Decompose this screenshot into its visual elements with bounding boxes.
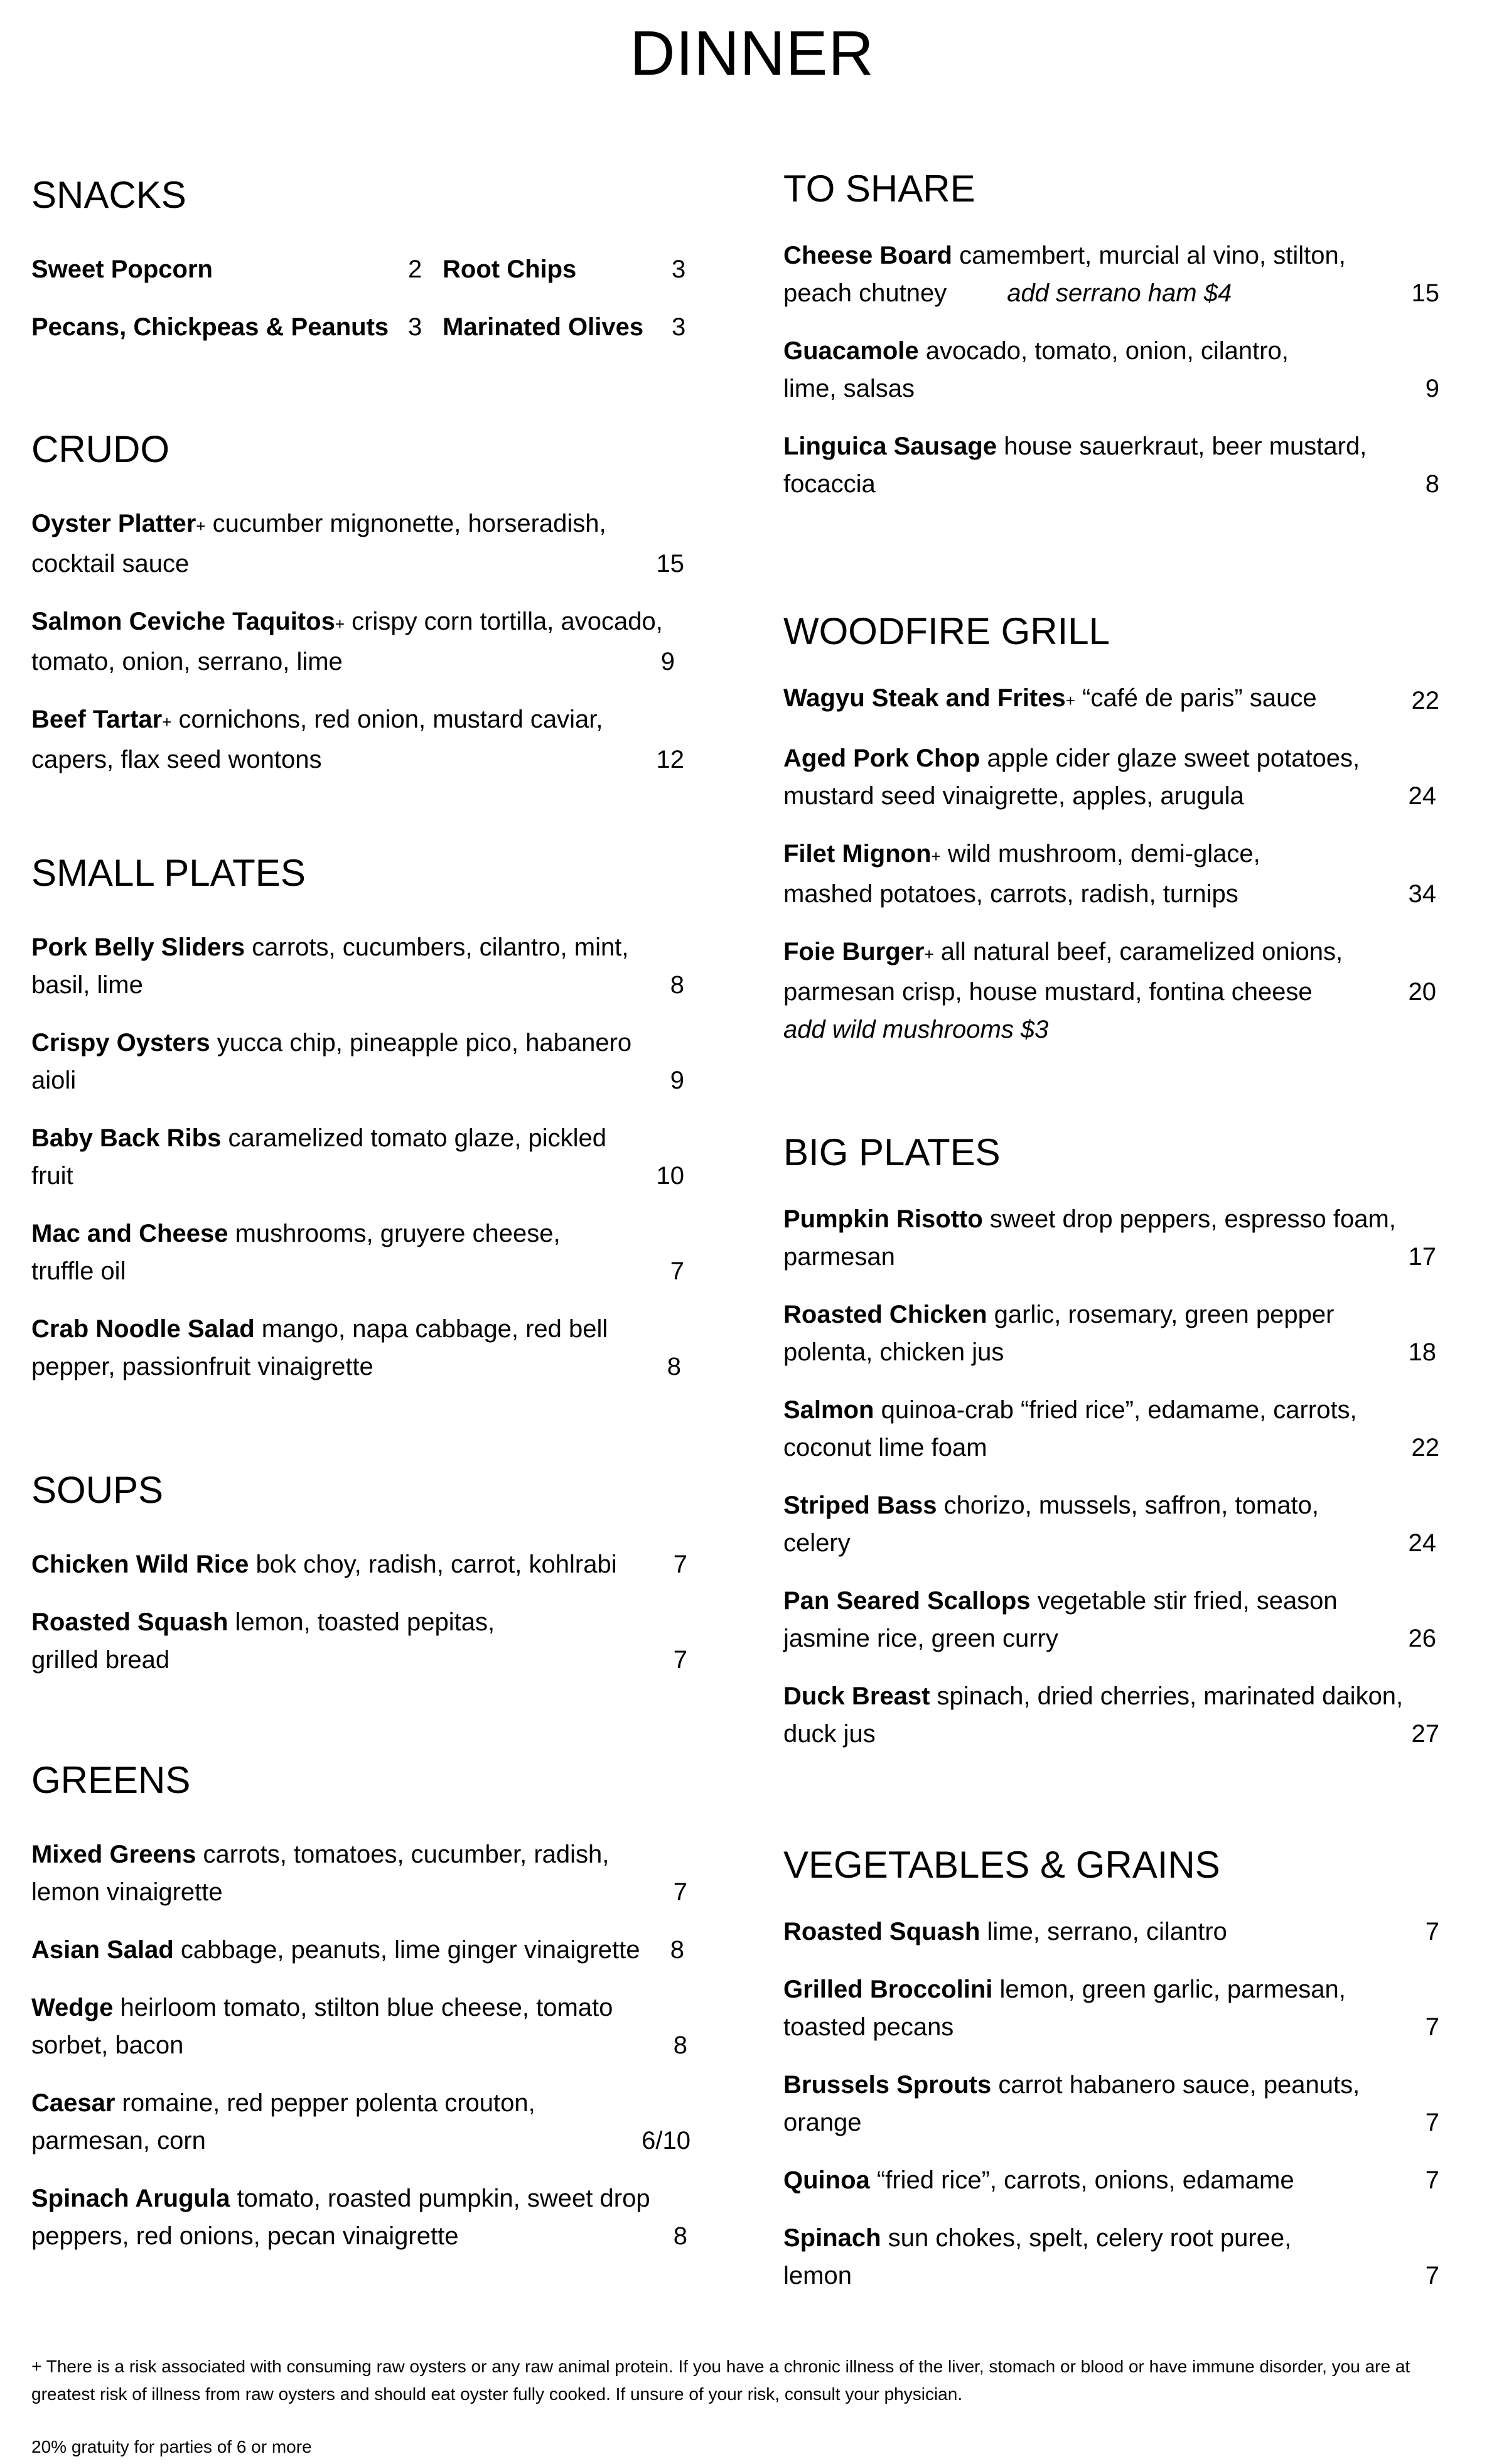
item-desc: cornichons, red onion, mustard caviar, capers, flax seed wontons <box>31 706 603 773</box>
item-price: 27 <box>1411 1720 1439 1748</box>
menu-item <box>31 2084 690 2160</box>
item-price: 20 <box>1408 978 1436 1006</box>
item-price: 9 <box>660 648 675 675</box>
item-price: 7 <box>1425 1918 1439 1945</box>
item-name: Caesar <box>31 2089 115 2117</box>
item-price: 7 <box>1425 2262 1439 2289</box>
item-name: Roasted Squash <box>31 1608 228 1636</box>
footer <box>31 2353 1475 2461</box>
item-desc: carrot habanero sauce, peanuts, orange <box>783 2071 1360 2136</box>
section-title: GREENS <box>31 1759 191 1801</box>
item-name: Asian Salad <box>31 1936 174 1964</box>
gratuity-note: 20% gratuity for parties of 6 or more <box>31 2437 312 2456</box>
item-desc: camembert, murcial al vino, stilton, peach chutney <box>783 242 1346 307</box>
menu-item <box>783 332 1439 407</box>
raw-marker: + <box>196 517 206 535</box>
item-desc: crispy corn tortilla, avocado, tomato, onion, serrano, lime <box>31 608 663 675</box>
item-price: 7 <box>673 1878 687 1906</box>
section-title: SOUPS <box>31 1469 164 1511</box>
item-price: 15 <box>1411 279 1439 307</box>
item-desc: “fried rice”, carrots, onions, edamame <box>869 2166 1294 2194</box>
raw-food-disclaimer: + There is a risk associated with consuming raw oysters or any raw animal protein. If you have a chronic illness of the liver, stomach or blood or have immune disorder, you are at greatest risk of illness from raw oysters and should eat oyster fully cooked. If unsure of your risk, consult your physician. <box>31 2357 1410 2404</box>
item-desc: chorizo, mussels, saffron, tomato, celery <box>783 1492 1319 1557</box>
item-name: Aged Pork Chop <box>783 745 980 772</box>
item-desc: mushrooms, gruyere cheese, truffle oil <box>31 1220 561 1285</box>
item-price: 8 <box>673 2031 687 2059</box>
menu-item <box>31 1310 681 1385</box>
item-price: 7 <box>673 1551 687 1578</box>
menu-item <box>783 428 1439 503</box>
section-title: WOODFIRE GRILL <box>783 610 1110 652</box>
section-title: VEGETABLES & GRAINS <box>783 1844 1220 1886</box>
section-soups <box>31 1468 687 1699</box>
item-price: 10 <box>656 1162 684 1190</box>
item-desc: house sauerkraut, beer mustard, focaccia <box>783 433 1367 498</box>
menu-item <box>783 1200 1436 1276</box>
item-desc: vegetable stir fried, season jasmine rice, green curry <box>783 1587 1338 1652</box>
raw-marker: + <box>162 713 172 731</box>
section-title: CRUDO <box>31 428 169 470</box>
item-desc: “café de paris” sauce <box>1075 684 1317 712</box>
item-desc: tomato, roasted pumpkin, sweet drop peppers, red onions, pecan vinaigrette <box>31 2185 650 2250</box>
menu-item <box>31 1989 687 2064</box>
menu-item <box>31 1024 684 1099</box>
snack-name: Marinated Olives <box>443 313 644 341</box>
item-desc: yucca chip, pineapple pico, habanero aioli <box>31 1029 632 1094</box>
menu-item <box>783 2161 1439 2199</box>
menu-item <box>31 928 684 1004</box>
item-desc: wild mushroom, demi-glace, mashed potatoes, carrots, radish, turnips <box>783 840 1260 908</box>
menu-item <box>783 740 1436 815</box>
item-name: Beef Tartar <box>31 706 163 733</box>
item-price: 7 <box>1425 2013 1439 2041</box>
item-name: Salmon <box>783 1396 874 1424</box>
section-snacks <box>31 173 687 366</box>
menu-item <box>783 835 1436 913</box>
item-price: 7 <box>1425 2109 1439 2136</box>
item-price: 12 <box>656 746 684 773</box>
item-name: Guacamole <box>783 337 919 365</box>
menu-item <box>31 1931 684 1969</box>
item-desc: sun chokes, spelt, celery root puree, lemon <box>783 2224 1292 2289</box>
section-vegetables-grains <box>783 1843 1439 2315</box>
menu-item <box>31 603 675 681</box>
item-name: Spinach <box>783 2224 881 2252</box>
menu-item <box>31 1546 687 1583</box>
raw-marker: + <box>335 615 345 633</box>
snack-price: 3 <box>672 256 686 283</box>
item-price: 8 <box>673 2222 687 2250</box>
item-name: Oyster Platter <box>31 510 196 537</box>
menu-item <box>31 701 684 778</box>
item-name: Duck Breast <box>783 1682 930 1710</box>
menu-item <box>783 933 1436 1048</box>
menu-item <box>783 1677 1439 1753</box>
raw-marker: + <box>1065 691 1075 710</box>
snack-price: 2 <box>408 256 422 283</box>
snacks-row <box>31 308 687 346</box>
section-big-plates <box>783 1130 1439 1773</box>
item-desc: caramelized tomato glaze, pickled fruit <box>31 1124 606 1190</box>
item-desc: carrots, cucumbers, cilantro, mint, basil, lime <box>31 933 629 999</box>
menu-item <box>783 1391 1439 1466</box>
snack-price: 3 <box>672 313 686 341</box>
item-name: Wedge <box>31 1994 114 2021</box>
section-title: SNACKS <box>31 174 186 216</box>
section-title: SMALL PLATES <box>31 852 306 894</box>
menu-item <box>31 1603 687 1679</box>
item-price: 7 <box>670 1257 684 1285</box>
item-desc: apple cider glaze sweet potatoes, mustard seed vinaigrette, apples, arugula <box>783 745 1360 810</box>
section-crudo <box>31 427 687 799</box>
item-name: Roasted Squash <box>783 1918 980 1945</box>
item-name: Cheese Board <box>783 242 952 269</box>
item-name: Pork Belly Sliders <box>31 933 245 961</box>
section-woodfire-grill <box>783 609 1439 1068</box>
section-small-plates <box>31 851 687 1406</box>
item-price: 9 <box>670 1067 684 1094</box>
item-price: 22 <box>1411 687 1439 714</box>
item-price: 7 <box>1425 2166 1439 2194</box>
item-price: 8 <box>667 1353 681 1380</box>
item-name: Baby Back Ribs <box>31 1124 222 1152</box>
snack-price: 3 <box>408 313 422 341</box>
snack-name: Sweet Popcorn <box>31 256 213 283</box>
menu-item <box>31 2180 687 2255</box>
item-desc: carrots, tomatoes, cucumber, radish, lemon vinaigrette <box>31 1841 610 1906</box>
item-name: Crispy Oysters <box>31 1029 210 1057</box>
menu-item <box>783 1582 1436 1657</box>
raw-marker: + <box>931 847 941 866</box>
item-name: Foie Burger <box>783 938 925 966</box>
item-desc: spinach, dried cherries, marinated daikon, duck jus <box>783 1682 1404 1748</box>
item-name: Wagyu Steak and Frites <box>783 684 1066 712</box>
item-addon: add wild mushrooms $3 <box>783 1016 1049 1043</box>
item-price: 26 <box>1408 1625 1436 1652</box>
item-name: Grilled Broccolini <box>783 1976 993 2003</box>
menu-item <box>31 1836 687 1911</box>
raw-marker: + <box>924 945 934 964</box>
item-price: 24 <box>1408 1529 1436 1557</box>
item-name: Striped Bass <box>783 1492 937 1519</box>
item-desc: heirloom tomato, stilton blue cheese, tomato sorbet, bacon <box>31 1994 613 2059</box>
section-greens <box>31 1758 690 2275</box>
item-name: Roasted Chicken <box>783 1301 987 1328</box>
item-addon: add serrano ham $4 <box>1007 279 1232 307</box>
item-price: 17 <box>1408 1243 1436 1271</box>
section-title: BIG PLATES <box>783 1131 1001 1173</box>
menu-title: DINNER <box>630 18 874 89</box>
item-name: Filet Mignon <box>783 840 932 868</box>
item-price: 15 <box>656 550 684 578</box>
menu-item <box>31 1215 684 1290</box>
item-desc: lemon, green garlic, parmesan, toasted pecans <box>783 1976 1346 2041</box>
item-price: 8 <box>670 971 684 999</box>
item-desc: all natural beef, caramelized onions, parmesan crisp, house mustard, fontina cheese <box>783 938 1343 1006</box>
menu-item <box>783 1487 1436 1562</box>
menu-item <box>783 1913 1439 1950</box>
section-to-share <box>783 166 1439 523</box>
item-price: 8 <box>670 1936 684 1964</box>
item-desc: lime, serrano, cilantro <box>980 1918 1227 1945</box>
item-desc: quinoa-crab “fried rice”, edamame, carrots, coconut lime foam <box>783 1396 1357 1461</box>
item-desc: bok choy, radish, carrot, kohlrabi <box>249 1551 617 1578</box>
item-name: Salmon Ceviche Taquitos <box>31 608 335 635</box>
item-price: 22 <box>1411 1434 1439 1461</box>
menu-item <box>783 1296 1436 1371</box>
menu-item <box>783 237 1439 312</box>
item-price: 24 <box>1408 782 1436 810</box>
item-price: 34 <box>1408 880 1436 908</box>
item-name: Mixed Greens <box>31 1841 196 1868</box>
item-name: Quinoa <box>783 2166 870 2194</box>
item-name: Brussels Sprouts <box>783 2071 992 2099</box>
item-price: 8 <box>1425 470 1439 498</box>
item-name: Pumpkin Risotto <box>783 1205 983 1233</box>
item-name: Pan Seared Scallops <box>783 1587 1031 1615</box>
menu-item <box>31 1119 684 1195</box>
item-name: Chicken Wild Rice <box>31 1551 249 1578</box>
menu-item <box>783 679 1439 719</box>
item-desc: garlic, rosemary, green pepper polenta, chicken jus <box>783 1301 1335 1366</box>
item-desc: cucumber mignonette, horseradish, cocktail sauce <box>31 510 606 578</box>
menu-item <box>31 505 684 583</box>
item-desc: lemon, toasted pepitas, grilled bread <box>31 1608 495 1674</box>
item-price: 9 <box>1425 375 1439 402</box>
snacks-row <box>31 250 687 288</box>
item-name: Linguica Sausage <box>783 433 997 460</box>
item-name: Crab Noodle Salad <box>31 1315 255 1343</box>
item-desc: sweet drop peppers, espresso foam, parmesan <box>783 1205 1396 1271</box>
menu-item <box>783 2066 1439 2141</box>
item-price: 18 <box>1408 1338 1436 1366</box>
menu-item <box>783 1971 1439 2046</box>
item-desc: mango, napa cabbage, red bell pepper, passionfruit vinaigrette <box>31 1315 608 1380</box>
item-name: Mac and Cheese <box>31 1220 228 1247</box>
snack-name: Root Chips <box>443 256 577 283</box>
section-title: TO SHARE <box>783 168 975 210</box>
item-desc: avocado, tomato, onion, cilantro, lime, salsas <box>783 337 1289 402</box>
item-price: 7 <box>673 1646 687 1674</box>
item-desc: romaine, red pepper polenta crouton, parmesan, corn <box>31 2089 535 2155</box>
item-desc: cabbage, peanuts, lime ginger vinaigrette <box>173 1936 640 1964</box>
item-name: Spinach Arugula <box>31 2185 230 2212</box>
snack-name: Pecans, Chickpeas & Peanuts <box>31 313 389 341</box>
menu-item <box>783 2219 1439 2295</box>
item-price: 6/10 <box>642 2127 690 2155</box>
